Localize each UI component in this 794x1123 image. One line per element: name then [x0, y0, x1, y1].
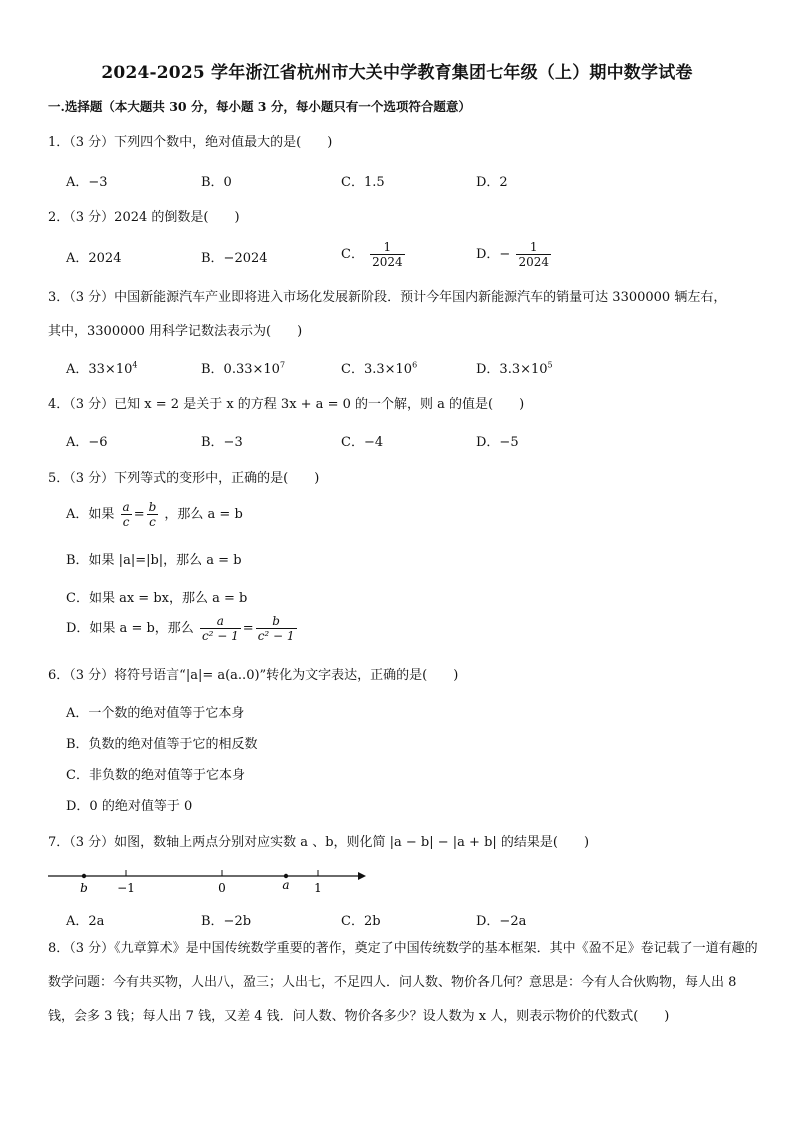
question-5-stem: 5．（3 分）下列等式的变形中，正确的是( ): [48, 471, 320, 486]
q4-option-b: B．−3: [201, 435, 243, 450]
q2-option-b: B．−2024: [201, 251, 268, 266]
q1-option-a: A．−3: [66, 175, 108, 190]
number-line-figure: [48, 864, 368, 902]
label-one: 1: [314, 881, 322, 895]
q1-option-d: D．2: [476, 175, 508, 190]
question-2-stem: 2．（3 分）2024 的倒数是( ): [48, 210, 240, 225]
page-title: 2024-2025 学年浙江省杭州市大关中学教育集团七年级（上）期中数学试卷: [101, 63, 693, 83]
q4-option-d: D．−5: [476, 435, 519, 450]
point-b: [82, 874, 86, 878]
fraction-numerator: a: [216, 614, 224, 628]
q2-option-d-prefix: D．−: [476, 247, 511, 262]
q3-option-c-base: C．3.3×10: [341, 362, 413, 377]
arrow-head-icon: [358, 872, 366, 880]
q5-option-a: [66, 500, 243, 529]
q1-option-b: B．0: [201, 175, 232, 190]
q7-option-a: A．2a: [66, 914, 105, 929]
fraction-denominator: c² − 1: [201, 629, 239, 643]
fraction-denominator: 2024: [372, 255, 403, 269]
label-b: b: [80, 881, 88, 895]
label-zero: 0: [218, 881, 226, 895]
q6-option-c: C．非负数的绝对值等于它本身: [66, 768, 245, 783]
fraction-denominator: 2024: [518, 255, 550, 269]
fraction-numerator: a: [122, 500, 130, 514]
q7-option-b: B．−2b: [201, 914, 252, 929]
fraction-denominator: c² − 1: [257, 629, 295, 643]
fraction-numerator: b: [272, 614, 280, 628]
q5-option-a-fraction-left: [121, 500, 132, 529]
q3-option-a-base: A．33×10: [66, 362, 133, 377]
equals-sign: =: [242, 621, 254, 636]
q7-option-c: C．2b: [341, 914, 381, 929]
number-line: [48, 864, 368, 898]
q5-option-d: [66, 614, 299, 643]
q5-option-d-prefix: D．如果 a = b，那么: [66, 621, 194, 636]
q3-option-c-exponent: 6: [412, 360, 418, 370]
q4-option-c: C．−4: [341, 435, 384, 450]
equals-sign: =: [133, 507, 145, 522]
q5-option-d-fraction-right: [256, 614, 297, 643]
section-heading: 一.选择题（本大题共 30 分，每小题 3 分，每小题只有一个选项符合题意）: [48, 99, 471, 114]
q6-option-a: A．一个数的绝对值等于它本身: [66, 706, 245, 721]
question-7-stem: 7．（3 分）如图，数轴上两点分别对应实数 a 、b，则化简 |a − b| − |a + b| 的结果是( ): [48, 835, 590, 850]
q6-option-b: B．负数的绝对值等于它的相反数: [66, 737, 258, 752]
label-neg1: −1: [117, 881, 135, 895]
q5-option-b: B．如果 |a|=|b|，那么 a = b: [66, 553, 242, 568]
question-8-text: 8．（3 分）《九章算术》是中国传统数学重要的著作，奠定了中国传统数学的基本框架．其中《盈不足》卷记载了一道有趣的数学问题：今有共买物，人出八，盈三；人出七，不足四人．问人数、物价各几何？意思是：今有人合伙购物，每人出 8 钱，会多 3 钱；每人出 7 钱，又差 4 钱．问人数、物价各多少？设人数为 x 人，则表示物价的代数式( ): [48, 941, 758, 1024]
fraction-denominator: c: [121, 514, 132, 529]
label-a: a: [282, 878, 290, 892]
fraction-numerator: 1: [529, 240, 538, 254]
question-6-stem: 6．（3 分）将符号语言“|a|= a(a..0)”转化为文字表达，正确的是( ): [48, 668, 459, 683]
question-3-line-1: 3．（3 分）中国新能源汽车产业即将进入市场化发展新阶段．预计今年国内新能源汽车的销量可达 3300000 辆左右，: [48, 290, 727, 305]
fraction-numerator: b: [148, 500, 157, 514]
q2-option-d-fraction: [516, 240, 551, 269]
q5-option-a-prefix: A．如果: [66, 507, 115, 522]
q2-option-d: [476, 240, 553, 269]
q7-option-d: D．−2a: [476, 914, 527, 929]
q3-option-a: [66, 358, 137, 377]
q3-option-b: [201, 358, 285, 377]
question-3-line-2: 其中，3300000 用科学记数法表示为( ): [48, 324, 303, 339]
q3-option-b-exponent: 7: [279, 360, 286, 370]
q3-option-a-exponent: 4: [132, 360, 138, 370]
q5-option-d-fraction-left: [200, 614, 241, 643]
q2-option-c-prefix: C．: [341, 247, 364, 262]
q3-option-d: [476, 358, 553, 377]
fraction-numerator: 1: [383, 240, 392, 254]
q5-option-c: C．如果 ax = bx，那么 a = b: [66, 591, 248, 606]
q4-option-a: A．−6: [66, 435, 108, 450]
q5-option-a-fraction-right: [147, 500, 159, 529]
q3-option-c: [341, 358, 417, 377]
q3-option-d-base: D．3.3×10: [476, 362, 548, 377]
question-4-stem: 4．（3 分）已知 x = 2 是关于 x 的方程 3x + a = 0 的一个解，则 a 的值是( ): [48, 397, 525, 412]
q2-option-c-fraction: [370, 240, 405, 269]
fraction-denominator: c: [147, 514, 159, 529]
q6-option-d: D．0 的绝对值等于 0: [66, 799, 193, 814]
q5-option-a-suffix: ，那么 a = b: [164, 507, 243, 522]
q3-option-d-exponent: 5: [547, 360, 553, 370]
question-1-stem: 1．（3 分）下列四个数中，绝对值最大的是( ): [48, 135, 333, 150]
q2-option-a: A．2024: [66, 251, 122, 266]
q2-option-c: [341, 240, 407, 269]
q3-option-b-base: B．0.33×10: [201, 362, 280, 377]
q1-option-c: C．1.5: [341, 175, 385, 190]
